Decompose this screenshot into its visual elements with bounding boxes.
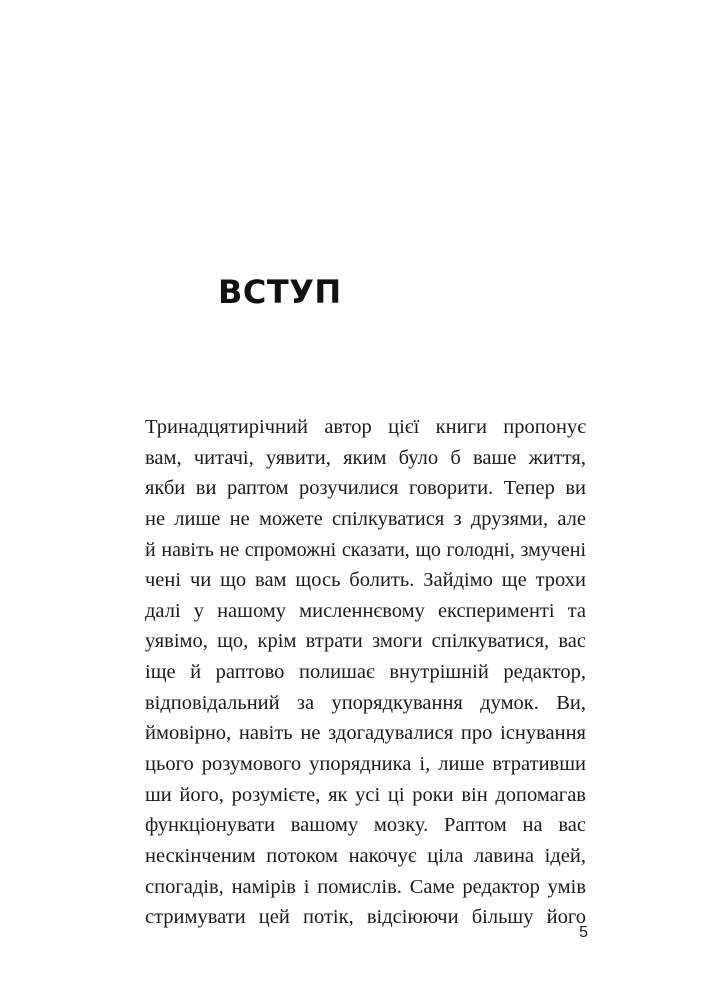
text-line: чені чи що вам щось болить. Зайдімо ще трохи	[145, 569, 586, 592]
text-line: вам, читачі, уявити, яким було б ваше життя,	[145, 446, 586, 469]
text-line: функціонувати вашому мозку. Раптом на вас	[145, 814, 586, 837]
text-line: цього розумового упорядника і, лише втративши	[145, 753, 586, 776]
text-line: відповідальний за упорядкування думок. Ви,	[145, 691, 586, 714]
text-line: далі у нашому мисленнєвому експерименті та	[145, 599, 586, 622]
page-number: 5	[579, 924, 588, 941]
text-line: нескінченим потоком накочує ціла лавина ідей,	[145, 844, 586, 867]
text-line: іще й раптово полишає внутрішній редактор,	[145, 661, 586, 684]
text-line: стримувати цей потік, відсіюючи більшу його	[145, 906, 586, 929]
body-paragraph	[145, 412, 586, 933]
text-line: Тринадцятирічний автор цієї книги пропонує	[145, 416, 586, 438]
chapter-title: ВСТУП	[218, 273, 342, 311]
text-line: ймовірно, навіть не здогадувалися про існування	[145, 722, 586, 745]
text-line: спогадів, намірів і помислів. Саме редактор умів	[145, 875, 586, 898]
text-line: уявімо, що, крім втрати змоги спілкуватися, вас	[145, 630, 586, 653]
text-line: якби ви раптом розучилися говорити. Тепер ви	[145, 477, 586, 500]
text-line: не лише не можете спілкуватися з друзями, але	[145, 507, 586, 530]
text-line: й навіть не спроможні сказати, що голодні, змучені	[145, 538, 586, 561]
text-line: ши його, розумієте, як усі ці роки він допомагав	[145, 783, 586, 806]
